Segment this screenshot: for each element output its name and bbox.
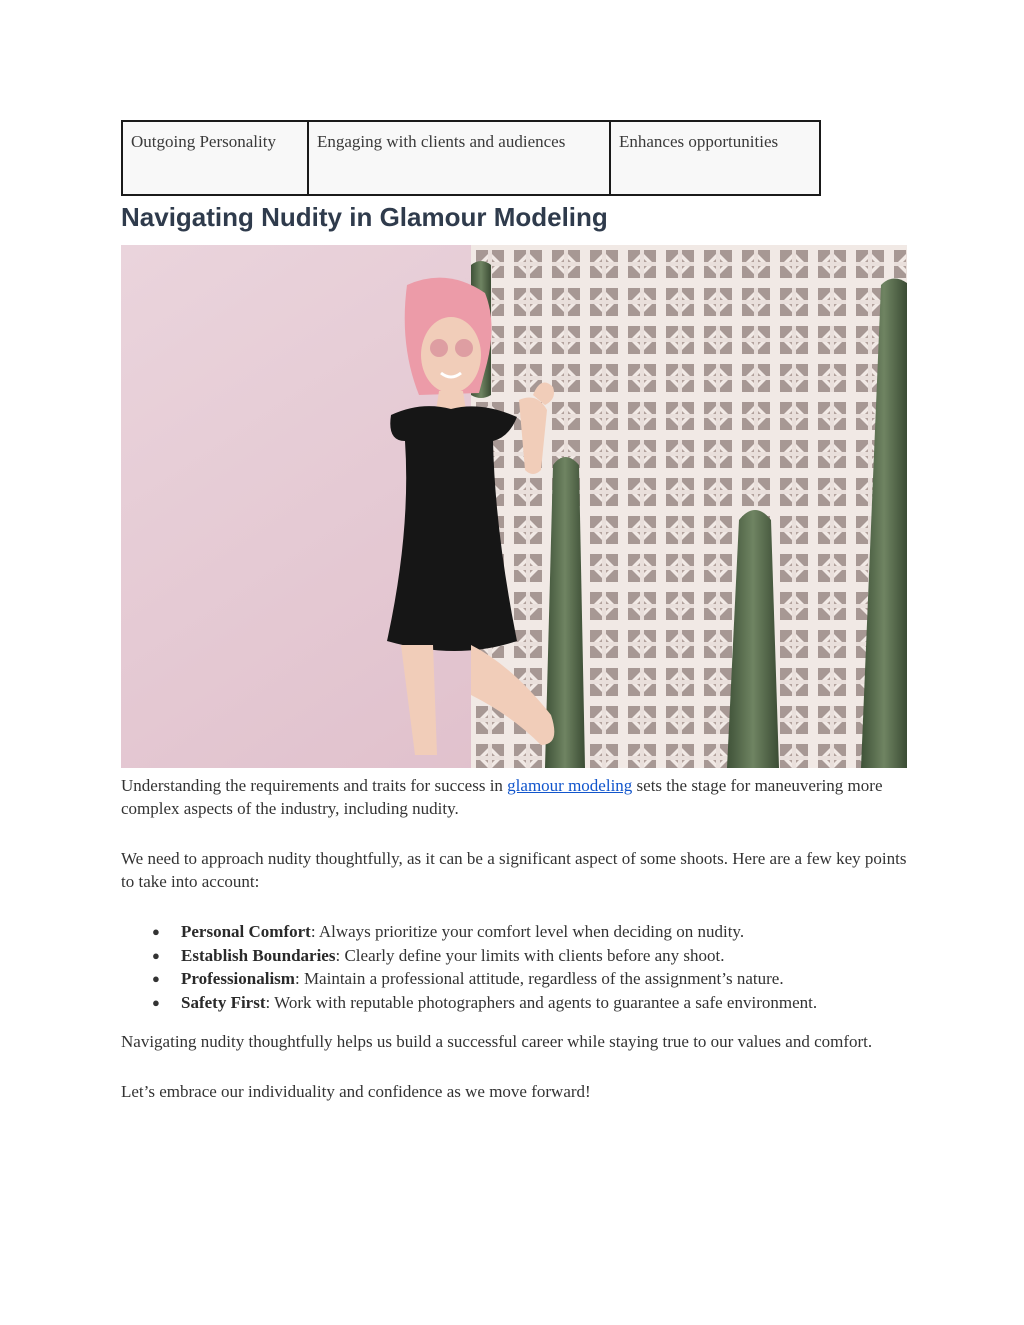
bullet-icon: ● (152, 924, 160, 939)
point-term: Safety First (181, 992, 266, 1012)
glamour-modeling-link[interactable]: glamour modeling (507, 776, 633, 795)
intro-text-end: sets the stage for maneuvering more complex aspects of the industry, including nudity. (121, 776, 883, 818)
document-page (121, 120, 907, 1103)
point-term: Establish Boundaries (181, 945, 336, 965)
traits-table (121, 120, 821, 196)
table-row (122, 121, 820, 195)
section-heading: Navigating Nudity in Glamour Modeling (121, 202, 608, 232)
point-text: : Maintain a professional attitude, regardless of the assignment’s nature. (294, 969, 784, 988)
list-item (121, 920, 907, 944)
list-item (121, 991, 907, 1015)
intro-paragraph (121, 774, 907, 820)
key-points-list (121, 920, 907, 1014)
point-text: : Clearly define your limits with clients before any shoot. (335, 945, 725, 965)
model-photo (121, 245, 907, 768)
table-cell: Enhances opportunities (610, 121, 820, 195)
point-term: Professionalism (181, 969, 295, 988)
point-text: : Work with reputable photographers and agents to guarantee a safe environment. (265, 992, 818, 1012)
list-item (121, 944, 907, 968)
table-cell: Outgoing Personality (122, 121, 308, 195)
closing-paragraph: Let’s embrace our individuality and confidence as we move forward! (121, 1082, 591, 1101)
intro-text: Understanding the requirements and traits for success in (121, 776, 508, 795)
table-cell: Engaging with clients and audiences (308, 121, 610, 195)
body-paragraph: Navigating nudity thoughtfully helps us build a successful career while staying true to our values and comfort. (121, 1032, 873, 1051)
list-item (121, 967, 907, 991)
point-term: Personal Comfort (181, 922, 311, 941)
body-paragraph: We need to approach nudity thoughtfully, as it can be a significant aspect of some shoots. Here are a few key points to take into account: (121, 849, 907, 891)
bullet-icon: ● (152, 947, 160, 963)
point-text: : Always prioritize your comfort level when deciding on nudity. (310, 922, 745, 941)
bullet-icon: ● (152, 971, 160, 986)
bullet-icon: ● (152, 994, 160, 1010)
